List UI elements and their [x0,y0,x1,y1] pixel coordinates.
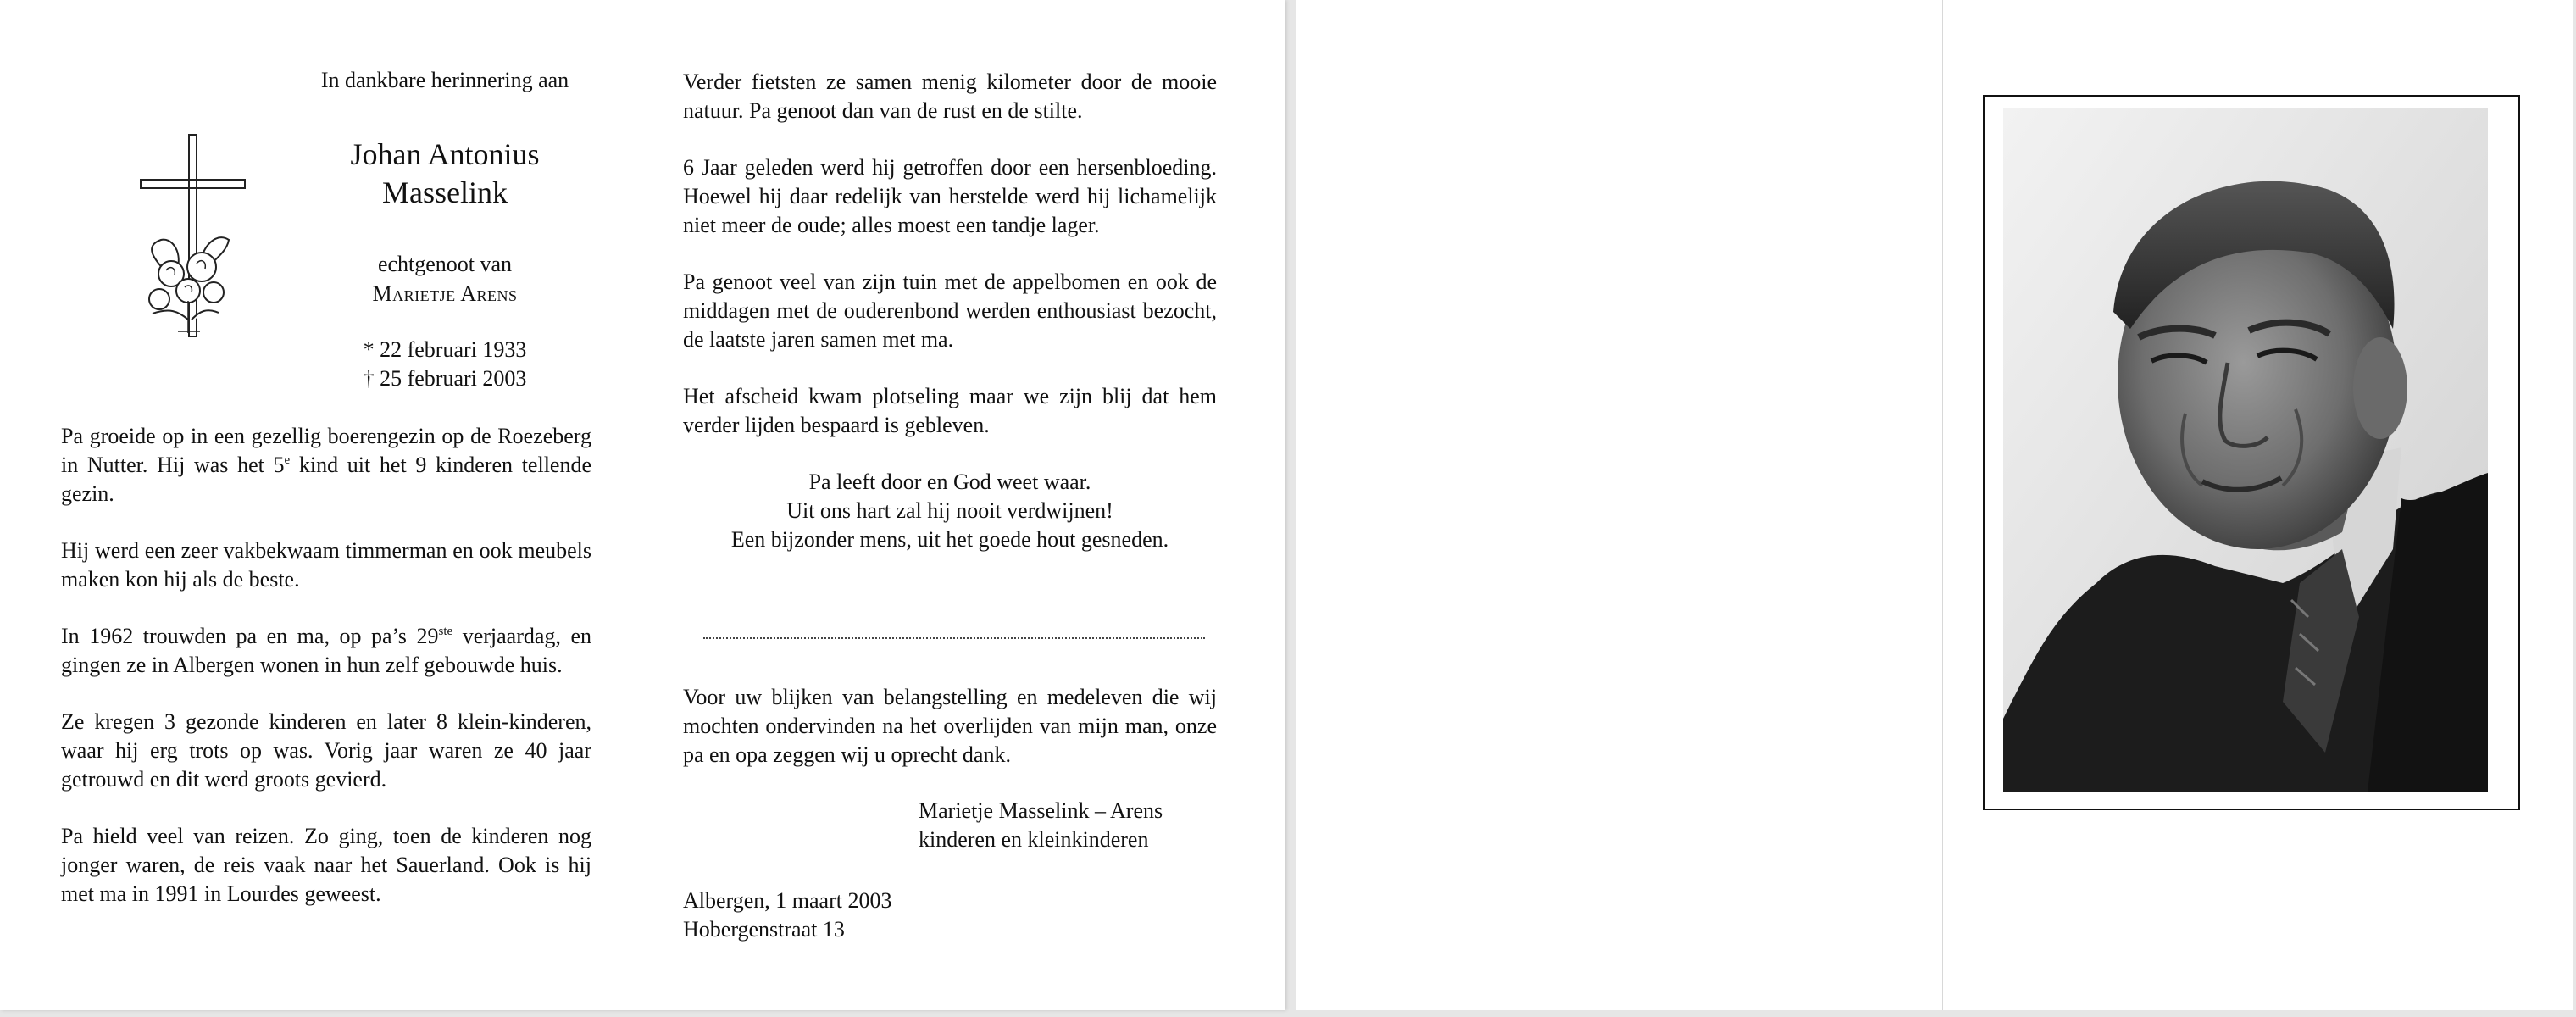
paragraph: Pa genoot veel van zijn tuin met de appelbomen en ook de middagen met de ouderenbond werden enthousiast bezocht, de laatste jaren samen met ma. [683,270,1217,352]
deceased-surname: Masselink [382,175,508,209]
paragraph: Het afscheid kwam plotseling maar we zijn blij dat hem verder lijden bespaard is gebleven. [683,384,1217,437]
signature-line: kinderen en kleinkinderen [919,827,1149,852]
dotted-divider [703,637,1205,639]
thanks-block [683,683,1217,797]
paragraph: In 1962 trouwden pa en ma, op pa’s 29ste verjaardag, en gingen ze in Albergen wonen in hun zelf gebouwde huis. [61,624,591,677]
death-date: † 25 februari 2003 [363,366,527,391]
cross-with-flowers-icon [119,131,246,343]
intro-line: In dankbare herinnering aan [320,68,569,92]
left-body-text [61,422,591,909]
poem [683,468,1217,554]
poem-line: Uit ons hart zal hij nooit verdwijnen! [786,498,1113,523]
thanks-paragraph: Voor uw blijken van belangstelling en medeleven die wij mochten ondervinden na het overlijden van mijn man, onze pa en opa zeggen wij u oprecht dank. [683,685,1217,767]
place-block [683,886,1039,944]
address: Hobergenstraat 13 [683,917,845,942]
fold-line [1942,0,1943,1010]
portrait-frame [1983,95,2520,810]
deceased-first-names: Johan Antonius [350,137,540,171]
middle-body-text [683,68,1217,582]
paragraph: Pa hield veel van reizen. Zo ging, toen de kinderen nog jonger waren, de reis vaak naar het Sauerland. Ook is hij met ma in 1991 in Lourdes geweest. [61,824,591,906]
signature-block [919,797,1207,854]
poem-line: Pa leeft door en God weet waar. [808,470,1091,494]
place-date: Albergen, 1 maart 2003 [683,888,892,913]
portrait-photo [2003,108,2488,792]
paragraph: Verder fietsten ze samen menig kilometer door de mooie natuur. Pa genoot dan van de rust en de stilte. [683,69,1217,123]
poem-line: Een bijzonder mens, uit het goede hout gesneden. [730,527,1169,552]
spouse-prefix: echtgenoot van [377,252,513,276]
paragraph: Pa groeide op in een gezellig boerengezin op de Roezeberg in Nutter. Hij was het 5e kind uit het 9 kinderen tellende gezin. [61,424,591,506]
inner-spread [0,0,1285,1010]
birth-date: * 22 februari 1933 [363,337,527,362]
portrait-illustration [2003,108,2488,792]
paragraph: 6 Jaar geleden werd hij getroffen door een hersenbloeding. Hoewel hij daar redelijk van herstelde werd hij lichamelijk niet meer de oude; alles moest een tandje lager. [683,155,1217,237]
paragraph: Ze kregen 3 gezonde kinderen en later 8 klein-kinderen, waar hij erg trots op was. Vorig jaar waren ze 40 jaar getrouwd en dit werd groots gevierd. [61,709,591,792]
spouse-name: Marietje Arens [372,281,518,306]
paragraph: Hij werd een zeer vakbekwaam timmerman en ook meubels maken kon hij als de beste. [61,538,591,592]
signature-line: Marietje Masselink – Arens [919,798,1163,823]
